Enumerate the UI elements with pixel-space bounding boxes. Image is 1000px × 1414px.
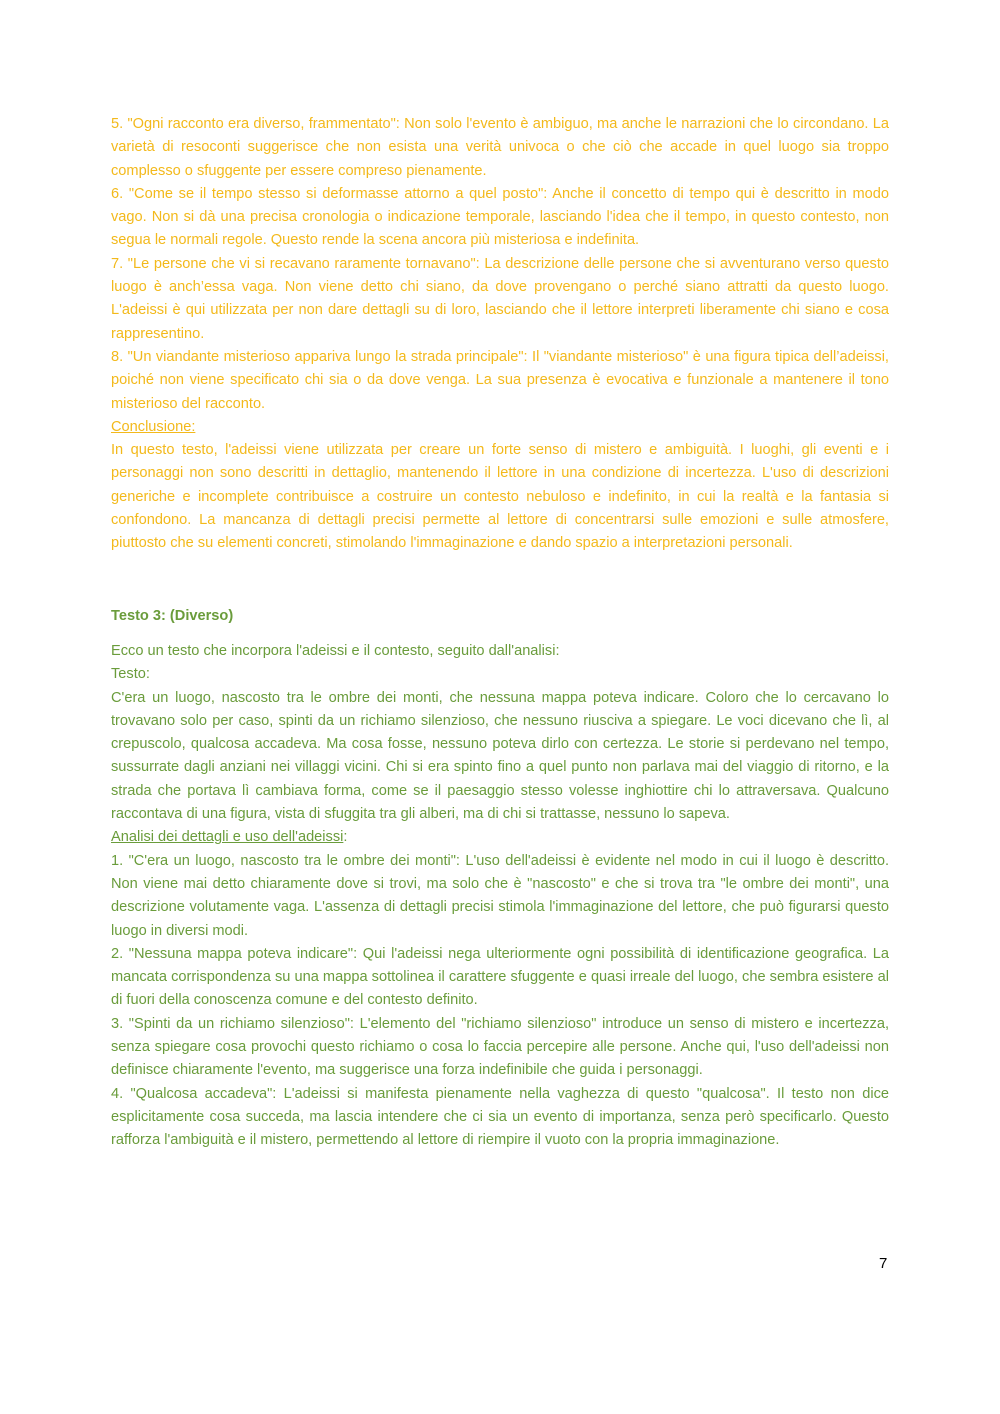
section-intro: Ecco un testo che incorpora l'adeissi e il contesto, seguito dall'analisi: <box>111 642 560 659</box>
conclusion-label: Conclusione: <box>111 418 196 435</box>
analysis-item-8: 8. "Un viandante misterioso appariva lungo la strada principale": Il "viandante misterioso" è una figura tipica dell’adeissi, poiché non viene specificato chi sia o da dove venga. La sua presenza è evocativa e funzionale a mantenere il tono misterioso del racconto. <box>111 348 889 412</box>
section-heading: Testo 3: (Diverso) <box>111 607 234 624</box>
analysis-item-6: 6. "Come se il tempo stesso si deformasse attorno a quel posto": Anche il concetto di tempo qui è descritto in modo vago. Non si dà una precisa cronologia o indicazione temporale, lasciando l'idea che il tempo, in questo contesto, non segua le normali regole. Questo rende la scena ancora più misteriosa e indefinita. <box>111 185 889 249</box>
document-page <box>111 113 889 1152</box>
page-number: 7 <box>879 1255 888 1272</box>
analysis-item-4: 4. "Qualcosa accadeva": L'adeissi si manifesta pienamente nella vaghezza di questo "qualcosa". Il testo non dice esplicitamente cosa succeda, ma lascia intendere che ci sia un evento di importanza, senza però specificarlo. Questo rafforza l'ambiguità e il mistero, permettendo al lettore di riempire il vuoto con la propria immaginazione. <box>111 1085 889 1149</box>
analysis-item-7: 7. "Le persone che vi si recavano raramente tornavano": La descrizione delle persone che si avventurano verso questo luogo è anch’essa vaga. Non viene detto chi siano, da dove provengano o perché siano attratti da questo luogo. L'adeissi è qui utilizzata per non dare dettagli su di loro, lasciando che il lettore interpreti liberamente chi siano e cosa rappresentino. <box>111 255 889 342</box>
analysis-item-5: 5. "Ogni racconto era diverso, frammentato": Non solo l'evento è ambiguo, ma anche le narrazioni che lo circondano. La varietà di resoconti suggerisce che non esista una verità univoca o che ciò che accade in quel luogo sia troppo complesso o sfuggente per essere compreso pienamente. <box>111 116 889 179</box>
analysis-label: Analisi dei dettagli e uso dell'adeissi <box>111 829 344 846</box>
testo-3-section <box>111 640 889 1153</box>
analysis-item-2: 2. "Nessuna mappa poteva indicare": Qui l'adeissi nega ulteriormente ogni possibilità di identificazione geografica. La mancata corrispondenza su una mappa sottolinea il carattere sfuggente e quasi irreale del luogo, che sembra esistere al di fuori della conoscenza comune e del contesto definito. <box>111 945 889 1009</box>
conclusion-text: In questo testo, l'adeissi viene utilizzata per creare un forte senso di mistero e ambiguità. I luoghi, gli eventi e i personaggi non sono descritti in dettaglio, mantenendo il lettore in una condizione di incertezza. L'uso di descrizioni generiche e incomplete contribuisce a costruire un contesto nebuloso e indefinito, in cui la realtà e la fantasia si confondono. La mancanza di dettagli precisi permette al lettore di concentrarsi sulle emozioni e sulle atmosfere, piuttosto che su elementi concreti, stimolando l'immaginazione e dando spazio a interpretazioni personali. <box>111 442 889 552</box>
analysis-continuation <box>111 113 889 556</box>
analysis-colon: : <box>343 829 348 846</box>
analysis-item-1: 1. "C'era un luogo, nascosto tra le ombre dei monti": L'uso dell'adeissi è evidente nel modo in cui il luogo è descritto. Non viene mai detto chiaramente dove si trovi, ma solo che è "nascosto" e che si trova tra "le ombre dei monti", una descrizione volutamente vaga. L'assenza di dettagli precisi stimola l'immaginazione del lettore, che può figurarsi questo luogo in diversi modi. <box>111 852 889 939</box>
testo-label: Testo: <box>111 666 150 683</box>
analysis-heading <box>111 826 889 849</box>
analysis-item-3: 3. "Spinti da un richiamo silenzioso": L'elemento del "richiamo silenzioso" introduce un senso di mistero e incertezza, senza spiegare cosa provochi questo richiamo o cosa lo faccia percepire alle persone. Anche qui, l'uso dell'adeissi non definisce chiaramente l'evento, ma suggerisce una forza indefinibile che guida i personaggi. <box>111 1015 889 1079</box>
testo-body: C'era un luogo, nascosto tra le ombre dei monti, che nessuna mappa poteva indicare. Coloro che lo cercavano lo trovavano solo per caso, spinti da un richiamo silenzioso, che nessuno riusciva a spiegare. Le voci dicevano che lì, al crepuscolo, qualcosa accadeva. Ma cosa fosse, nessuno poteva dirlo con certezza. Le storie si perdevano nel tempo, sussurrate dagli anziani nei villaggi vicini. Chi si era spinto fino a quel punto non parlava mai del viaggio di ritorno, e la strada che portava lì cambiava forma, come se il paesaggio stesso volesse inghiottire chi lo attraversava. Qualcuno raccontava di una figura, vista di sfuggita tra gli alberi, ma di chi si trattasse, nessuno lo sapeva. <box>111 689 889 823</box>
